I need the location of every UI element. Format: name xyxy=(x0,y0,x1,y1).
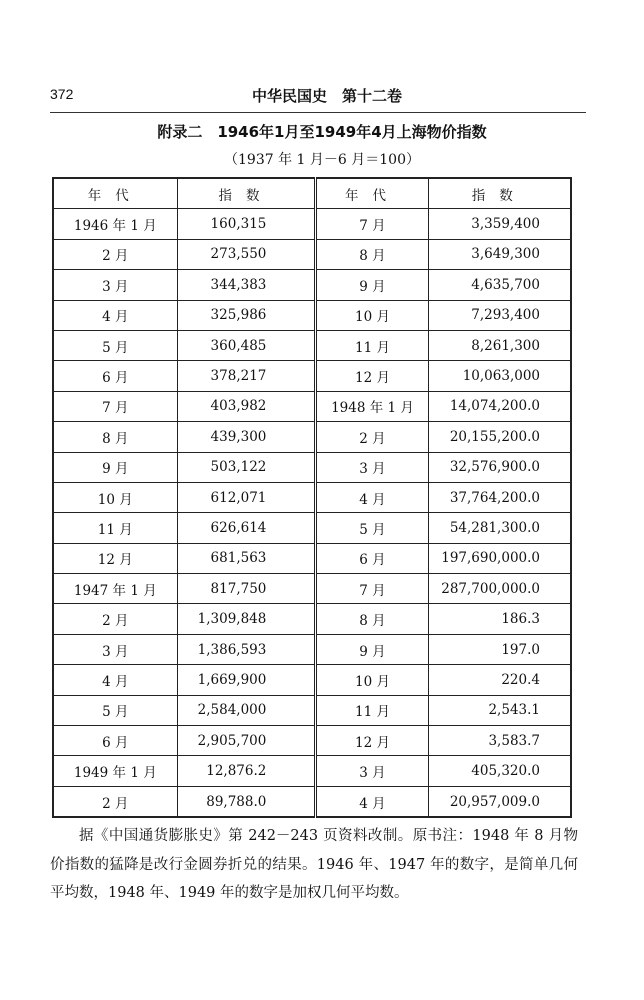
period-cell: 2 月 xyxy=(316,422,428,452)
index-cell: 403,982 xyxy=(177,391,316,421)
index-cell: 197.0 xyxy=(428,634,571,664)
index-cell: 7,293,400 xyxy=(428,300,571,330)
table-row xyxy=(53,513,571,543)
period-cell: 5 月 xyxy=(53,330,177,360)
period-cell: 2 月 xyxy=(53,786,177,817)
table-row xyxy=(53,239,571,269)
period-cell: 3 月 xyxy=(53,270,177,300)
index-cell: 1,669,900 xyxy=(177,665,316,695)
table-body xyxy=(53,209,571,817)
period-cell: 2 月 xyxy=(53,239,177,269)
index-cell: 378,217 xyxy=(177,361,316,391)
index-cell: 4,635,700 xyxy=(428,270,571,300)
table-row xyxy=(53,695,571,725)
page-number: 372 xyxy=(50,86,74,102)
index-cell: 325,986 xyxy=(177,300,316,330)
index-cell: 2,543.1 xyxy=(428,695,571,725)
index-cell: 89,788.0 xyxy=(177,786,316,817)
period-cell: 4 月 xyxy=(316,482,428,512)
period-cell: 9 月 xyxy=(316,270,428,300)
table-row xyxy=(53,361,571,391)
period-cell: 10 月 xyxy=(316,665,428,695)
price-index-table xyxy=(52,177,572,818)
index-cell: 12,876.2 xyxy=(177,756,316,786)
header-rule xyxy=(50,112,586,113)
period-cell: 3 月 xyxy=(316,452,428,482)
header-index: 指数 xyxy=(428,178,571,209)
index-cell: 503,122 xyxy=(177,452,316,482)
index-cell: 439,300 xyxy=(177,422,316,452)
period-cell: 8 月 xyxy=(316,239,428,269)
index-cell: 8,261,300 xyxy=(428,330,571,360)
table-title: 附录二 1946年1月至1949年4月上海物价指数 xyxy=(157,123,487,141)
period-cell: 10 月 xyxy=(316,300,428,330)
table-row xyxy=(53,422,571,452)
period-cell: 6 月 xyxy=(53,726,177,756)
index-cell: 344,383 xyxy=(177,270,316,300)
period-cell: 9 月 xyxy=(316,634,428,664)
header-period: 年代 xyxy=(316,178,428,209)
index-cell: 817,750 xyxy=(177,574,316,604)
index-cell: 287,700,000.0 xyxy=(428,574,571,604)
table-row xyxy=(53,726,571,756)
index-cell: 20,155,200.0 xyxy=(428,422,571,452)
table-row xyxy=(53,482,571,512)
period-cell: 1949 年 1 月 xyxy=(53,756,177,786)
period-cell: 12 月 xyxy=(316,361,428,391)
period-cell: 12 月 xyxy=(316,726,428,756)
index-cell: 20,957,009.0 xyxy=(428,786,571,817)
period-cell: 9 月 xyxy=(53,452,177,482)
index-cell: 14,074,200.0 xyxy=(428,391,571,421)
period-cell: 7 月 xyxy=(53,391,177,421)
period-cell: 8 月 xyxy=(53,422,177,452)
index-cell: 1,386,593 xyxy=(177,634,316,664)
table-row xyxy=(53,330,571,360)
index-cell: 3,649,300 xyxy=(428,239,571,269)
period-cell: 4 月 xyxy=(53,300,177,330)
table-row xyxy=(53,604,571,634)
period-cell: 11 月 xyxy=(316,330,428,360)
index-cell: 220.4 xyxy=(428,665,571,695)
period-cell: 2 月 xyxy=(53,604,177,634)
index-cell: 160,315 xyxy=(177,209,316,239)
table-row xyxy=(53,634,571,664)
table-row xyxy=(53,574,571,604)
running-title: 中华民国史 第十二卷 xyxy=(251,87,402,105)
index-cell: 186.3 xyxy=(428,604,571,634)
period-cell: 12 月 xyxy=(53,543,177,573)
index-cell: 273,550 xyxy=(177,239,316,269)
index-cell: 54,281,300.0 xyxy=(428,513,571,543)
table-row xyxy=(53,391,571,421)
period-cell: 8 月 xyxy=(316,604,428,634)
footnote: 据《中国通货膨胀史》第 242－243 页资料改制。原书注：1948 年 8 月物价指数的猛降是改行金圆券折兑的结果。1946 年、1947 年的数字，是简单几何平均数，1948 年、1949 年的数字是加权几何平均数。 xyxy=(50,828,578,901)
index-cell: 626,614 xyxy=(177,513,316,543)
table-row xyxy=(53,209,571,239)
period-cell: 5 月 xyxy=(53,695,177,725)
period-cell: 11 月 xyxy=(53,513,177,543)
header-index: 指数 xyxy=(177,178,316,209)
period-cell: 7 月 xyxy=(316,574,428,604)
index-cell: 681,563 xyxy=(177,543,316,573)
period-cell: 3 月 xyxy=(316,756,428,786)
index-cell: 405,320.0 xyxy=(428,756,571,786)
period-cell: 3 月 xyxy=(53,634,177,664)
index-cell: 2,584,000 xyxy=(177,695,316,725)
table-row xyxy=(53,665,571,695)
index-cell: 10,063,000 xyxy=(428,361,571,391)
index-cell: 360,485 xyxy=(177,330,316,360)
period-cell: 10 月 xyxy=(53,482,177,512)
index-cell: 612,071 xyxy=(177,482,316,512)
table-row xyxy=(53,786,571,817)
table-row xyxy=(53,452,571,482)
period-cell: 6 月 xyxy=(53,361,177,391)
period-cell: 4 月 xyxy=(53,665,177,695)
table-row xyxy=(53,270,571,300)
table-subtitle: （1937 年 1 月－6 月＝100） xyxy=(224,152,420,168)
period-cell: 7 月 xyxy=(316,209,428,239)
index-cell: 2,905,700 xyxy=(177,726,316,756)
period-cell: 6 月 xyxy=(316,543,428,573)
table-row xyxy=(53,756,571,786)
index-cell: 1,309,848 xyxy=(177,604,316,634)
period-cell: 4 月 xyxy=(316,786,428,817)
period-cell: 5 月 xyxy=(316,513,428,543)
index-cell: 32,576,900.0 xyxy=(428,452,571,482)
header-period: 年代 xyxy=(53,178,177,209)
period-cell: 1948 年 1 月 xyxy=(316,391,428,421)
period-cell: 11 月 xyxy=(316,695,428,725)
table-row xyxy=(53,300,571,330)
period-cell: 1946 年 1 月 xyxy=(53,209,177,239)
table-row xyxy=(53,543,571,573)
index-cell: 3,359,400 xyxy=(428,209,571,239)
index-cell: 3,583.7 xyxy=(428,726,571,756)
period-cell: 1947 年 1 月 xyxy=(53,574,177,604)
index-cell: 197,690,000.0 xyxy=(428,543,571,573)
index-cell: 37,764,200.0 xyxy=(428,482,571,512)
table-header-row xyxy=(53,178,571,209)
